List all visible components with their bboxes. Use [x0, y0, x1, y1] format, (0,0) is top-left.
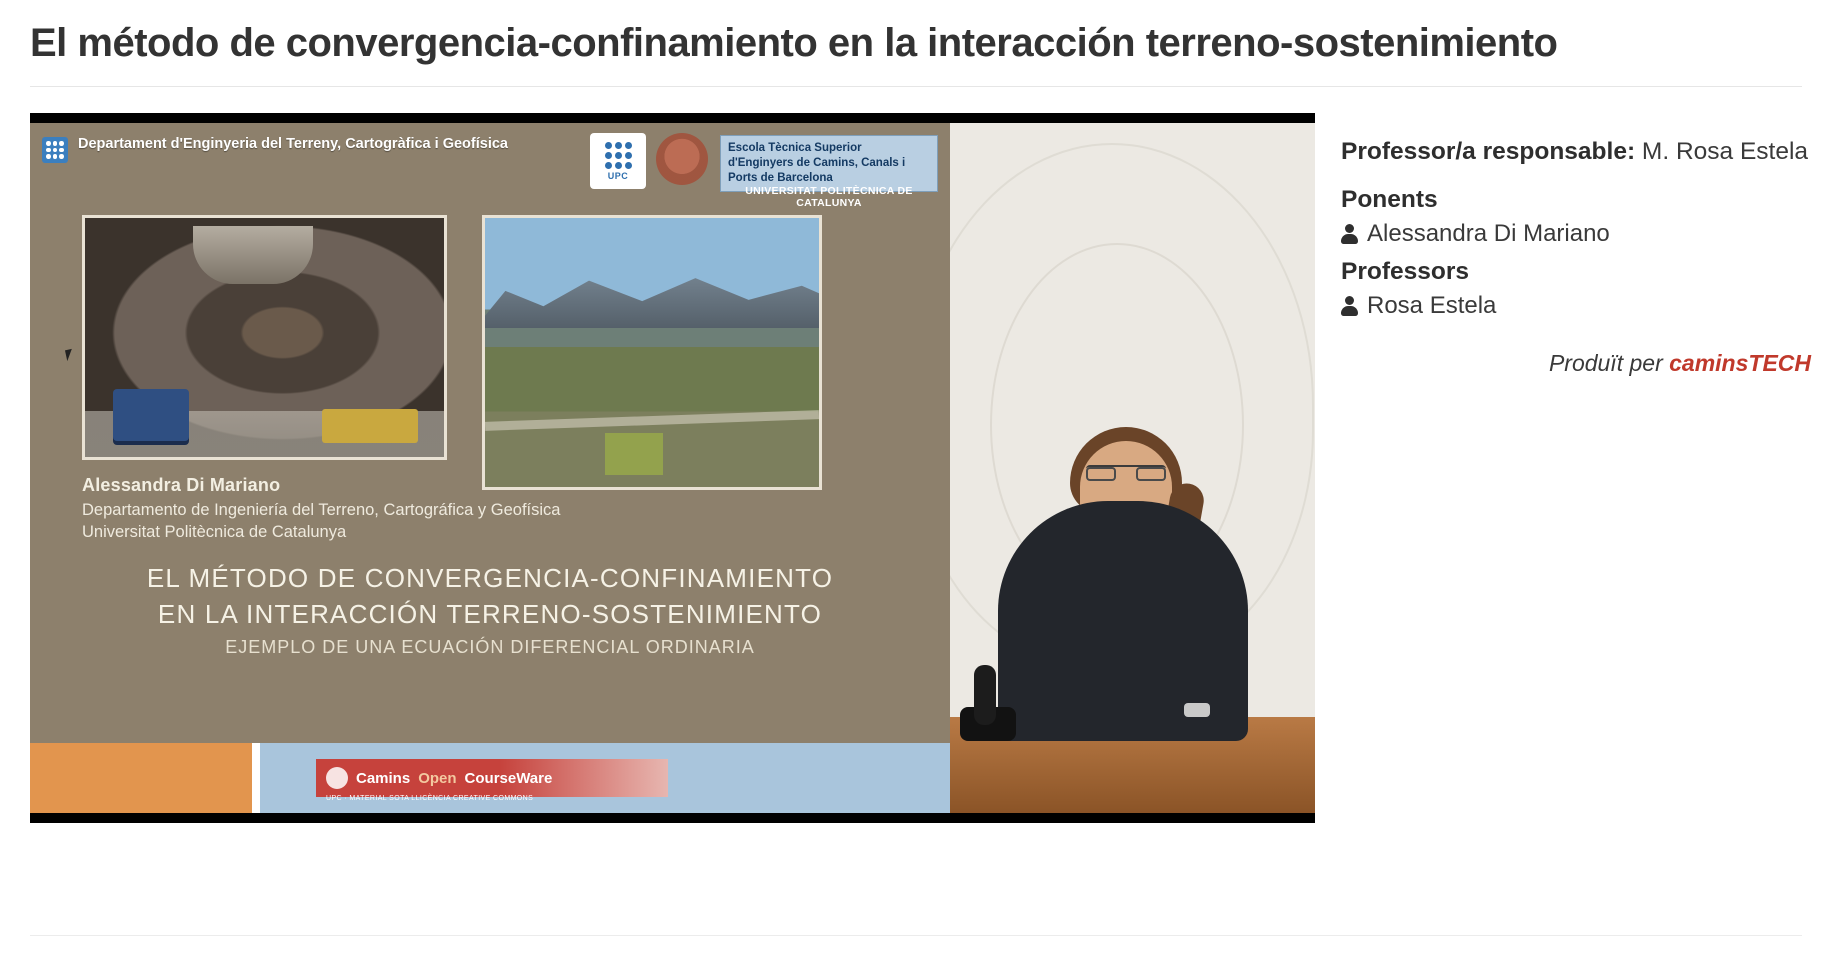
slide-author-department: Departamento de Ingeniería del Terreno, Cartográfica y Geofísica — [82, 501, 561, 519]
upc-dept-grid-icon — [42, 137, 68, 163]
footer-orange-block — [30, 743, 252, 813]
slide-header — [30, 123, 950, 209]
speaker-glasses-shape — [1086, 465, 1166, 481]
tunnel-truck-shape — [113, 389, 189, 441]
professor-name: Rosa Estela — [1367, 292, 1497, 320]
slide-subtitle: EJEMPLO DE UNA ECUACIÓN DIFERENCIAL ORDINARIA — [225, 637, 755, 657]
responsible-professor-label: Professor/a responsable: — [1341, 138, 1636, 165]
microphone-icon — [974, 665, 996, 725]
speakers-heading: Ponents — [1341, 186, 1438, 214]
mountain-shape — [482, 264, 822, 328]
professors-heading: Professors — [1341, 258, 1470, 286]
ocw-label-open: Open — [418, 769, 457, 787]
speaker-camera-feed — [950, 123, 1315, 813]
footer-gap — [252, 743, 260, 813]
slide-title-line1: EL MÉTODO DE CONVERGENCIA-CONFINAMIENTO — [146, 563, 834, 593]
slide-author-university: Universitat Politècnica de Catalunya — [82, 523, 347, 541]
road-shape — [485, 410, 819, 431]
speaker-name: Alessandra Di Mariano — [1367, 220, 1610, 248]
presentation-slide — [30, 123, 950, 813]
tunnel-pipe-shape — [193, 226, 313, 284]
upc-dots-icon — [605, 142, 632, 169]
slide-school-subtitle: UNIVERSITAT POLITÈCNICA DE CATALUNYA — [745, 185, 913, 209]
page-title: El método de convergencia-confinamiento en la interacción terreno-sostenimiento — [30, 21, 1558, 65]
list-item[interactable] — [1341, 220, 1811, 248]
slide-school-box: Escola Tècnica Superior d'Enginyers de Camins, Canals i Ports de Barcelona — [720, 135, 938, 192]
slide-department-text: Departament d'Enginyeria del Terreny, Cartogràfica i Geofísica — [78, 136, 508, 152]
upc-logo-label: UPC — [607, 170, 629, 181]
university-seal-icon — [656, 133, 708, 185]
person-icon — [1341, 223, 1358, 245]
slide-title-line2: EN LA INTERACCIÓN TERRENO-SOSTENIMIENTO — [157, 599, 823, 629]
video-player[interactable] — [30, 113, 1315, 823]
title-divider — [30, 86, 1802, 87]
course-info-panel — [1341, 113, 1811, 377]
slide-author-name: Alessandra Di Mariano — [82, 475, 281, 495]
ocw-small-print: UPC · MATERIAL SOTA LLICÈNCIA CREATIVE COMMONS — [326, 795, 534, 802]
slide-footer — [30, 743, 950, 813]
bottom-divider — [30, 935, 1802, 936]
responsible-professor-line — [1341, 135, 1811, 168]
tunnel-machine-shape — [322, 409, 418, 443]
produced-by-line — [1341, 350, 1811, 377]
person-icon — [1341, 295, 1358, 317]
wristwatch-shape — [1184, 703, 1210, 717]
caminstech-brand[interactable]: caminsTECH — [1669, 350, 1811, 377]
produced-by-label: Produït per — [1548, 350, 1663, 377]
opencourseware-seal-icon — [326, 767, 348, 789]
speaker-body-shape — [998, 501, 1248, 741]
list-item[interactable] — [1341, 292, 1811, 320]
ocw-label-courseware: CourseWare — [464, 769, 553, 787]
camins-opencourseware-badge — [316, 759, 668, 797]
tunnel-construction-photo — [82, 215, 447, 460]
ocw-label-camins: Camins — [356, 769, 411, 787]
video-frame[interactable] — [30, 123, 1315, 813]
field-shape — [605, 433, 663, 475]
main-content — [30, 113, 1811, 823]
responsible-professor-value: M. Rosa Estela — [1641, 138, 1809, 165]
valley-landscape-photo — [482, 215, 822, 490]
upc-logo-icon — [590, 133, 646, 189]
